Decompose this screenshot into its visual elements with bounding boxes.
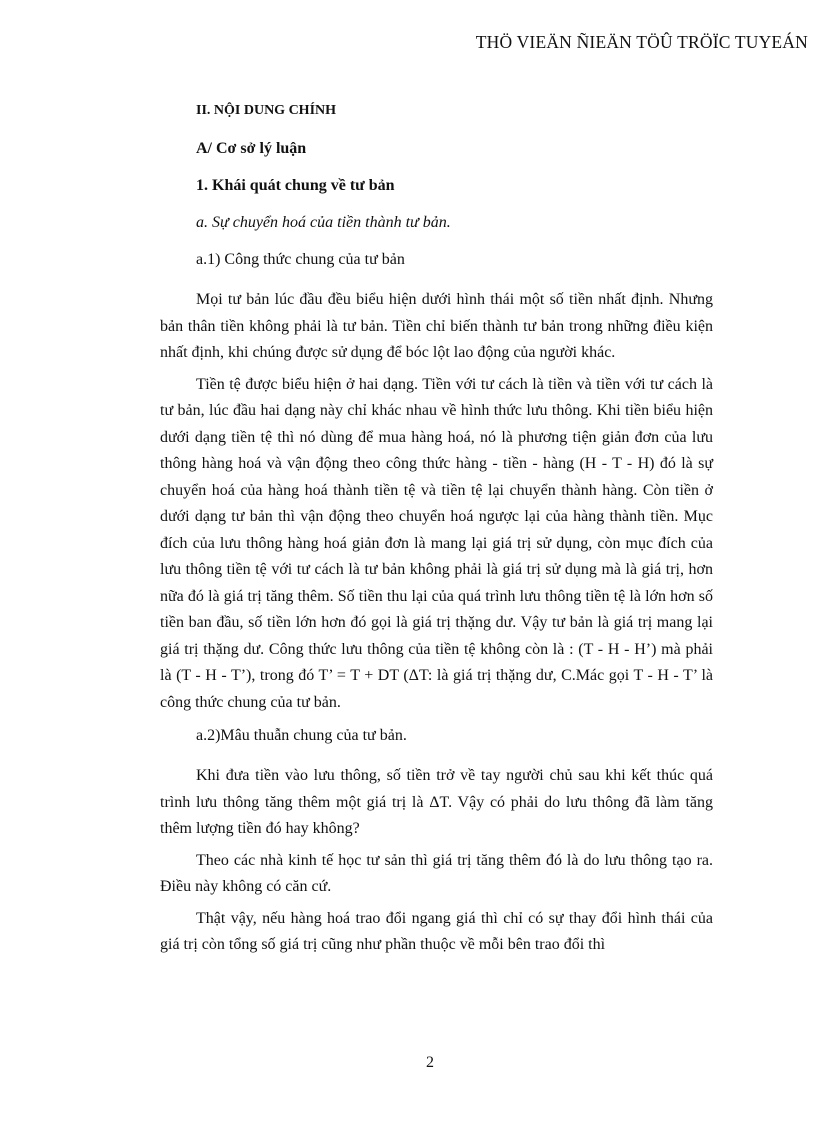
paragraph: Theo các nhà kinh tế học tư sản thì giá trị tăng thêm đó là do lưu thông tạo ra. Điều này không có căn cứ. [160, 851, 713, 895]
heading-a1: a.1) Công thức chung của tư bản [196, 251, 405, 268]
paragraph: Khi đưa tiền vào lưu thông, số tiền trở về tay người chủ sau khi kết thúc quá trình lưu thông tăng thêm một giá trị là ΔT. Vậy có phải do lưu thông đã làm tăng thêm lượng tiền đó hay không? [160, 767, 713, 837]
heading-a2: a.2)Mâu thuẫn chung của tư bản. [196, 727, 407, 744]
section-title: II. NỘI DUNG CHÍNH [196, 103, 337, 118]
paragraph: Mọi tư bản lúc đầu đều biểu hiện dưới hình thái một số tiền nhất định. Nhưng bản thân tiền không phải là tư bản. Tiền chỉ biến thành tư bản trong những điều kiện nhất định, khi chúng được sử dụng để bóc lột lao động của người khác. [160, 291, 713, 361]
part-title: A/ Cơ sở lý luận [196, 140, 307, 157]
paragraph: Thật vậy, nếu hàng hoá trao đổi ngang giá thì chỉ có sự thay đổi hình thái của giá trị còn tổng số giá trị cũng như phần thuộc về mỗi bên trao đổi thì [160, 909, 713, 953]
running-header: THÖ VIEÄN ÑIEÄN TÖÛ TRÖÏC TUYEÁN [475, 32, 808, 52]
paragraph: Tiền tệ được biểu hiện ở hai dạng. Tiền với tư cách là tiền và tiền với tư cách là tư bản, lúc đầu hai dạng này chỉ khác nhau về hình thức lưu thông. Khi tiền biểu hiện dưới dạng tiền tệ thì nó dùng để mua hàng hoá, nó là phương tiện giản đơn của lưu thông hàng hoá và vận động theo công thức hàng - tiền - hàng (H - T - H) đó là sự chuyển hoá của hàng hoá thành tiền tệ và tiền tệ lại chuyển thành hàng. Còn tiền ở dưới dạng tư bản thì vận động theo chuyển hoá ngược lại của hàng thành tiền. Mục đích của lưu thông hàng hoá giản đơn là mang lại giá trị sử dụng, còn mục đích của lưu thông tiền tệ với tư cách là tư bản không phải là giá trị sử dụng mà là giá trị, hơn nữa đó là giá trị tăng thêm. Số tiền thu lại của quá trình lưu thông tiền tệ là lớn hơn số tiền ban đầu, số tiền lớn hơn đó gọi là giá trị thặng dư. Vậy tư bản là giá trị mang lại giá trị thặng dư. Công thức lưu thông của tiền tệ không còn là : (T - H - H’) mà phải là (T - H - T’), trong đó T’ = T + DT (ΔT: là giá trị thặng dư, C.Mác gọi T - H - T’ là công thức chung của tư bản. [160, 375, 713, 711]
page-content [160, 101, 713, 964]
heading-a: a. Sự chuyển hoá của tiền thành tư bản. [196, 214, 451, 231]
heading-1: 1. Khái quát chung về tư bản [196, 177, 395, 194]
page-number: 2 [426, 1054, 434, 1071]
